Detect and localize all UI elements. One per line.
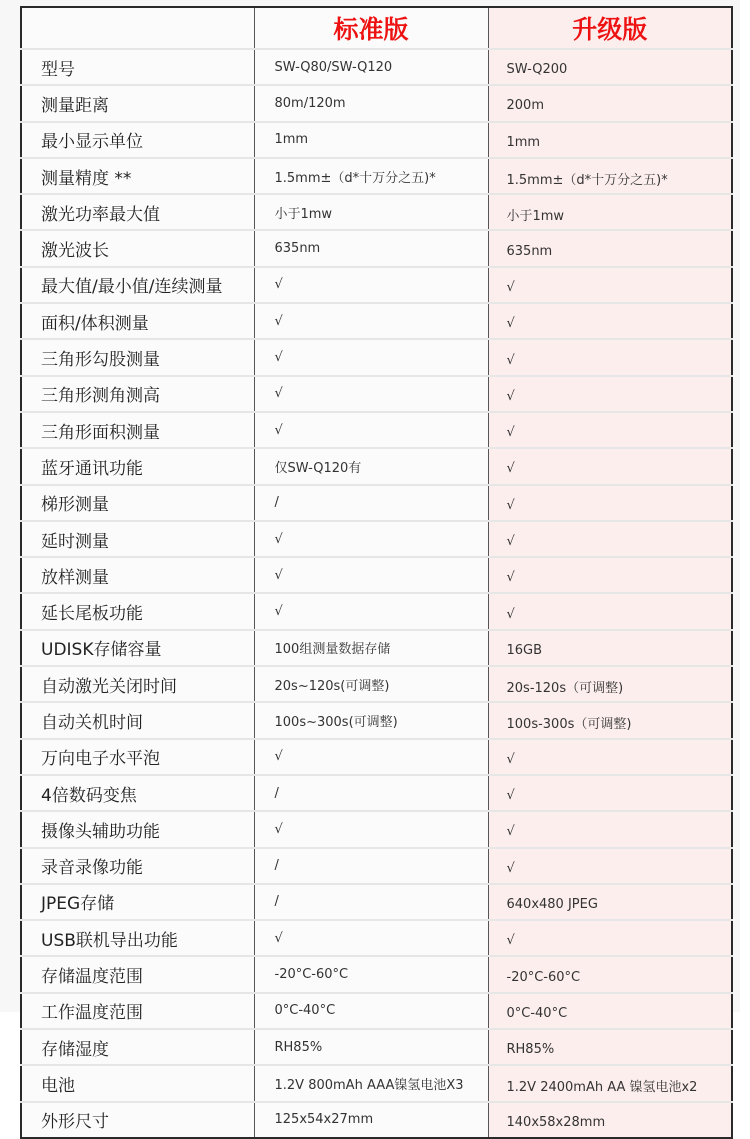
table-row (21, 920, 732, 956)
upgrade-value: √ (488, 376, 732, 412)
table-row (21, 666, 732, 702)
standard-value: 仅SW-Q120有 (254, 448, 488, 484)
table-row (21, 448, 732, 484)
upgrade-value: 635nm (488, 230, 732, 266)
upgrade-value: √ (488, 448, 732, 484)
table-row (21, 848, 732, 884)
spec-name: 延时测量 (21, 521, 254, 557)
table-row (21, 339, 732, 375)
standard-value: 635nm (254, 230, 488, 266)
upgrade-value: √ (488, 920, 732, 956)
upgrade-value: √ (488, 775, 732, 811)
table-row (21, 376, 732, 412)
upgrade-value: 140x58x28mm (488, 1102, 732, 1138)
standard-value: SW-Q80/SW-Q120 (254, 49, 488, 85)
standard-value: √ (254, 339, 488, 375)
spec-name: 激光功率最大值 (21, 194, 254, 230)
upgrade-value: √ (488, 485, 732, 521)
standard-value: 1.2V 800mAh AAA镍氢电池X3 (254, 1065, 488, 1101)
upgrade-value: √ (488, 267, 732, 303)
standard-value: √ (254, 593, 488, 629)
standard-value: √ (254, 303, 488, 339)
upgrade-value: 1.5mm±（d*十万分之五)* (488, 158, 732, 194)
spec-name: 自动激光关闭时间 (21, 666, 254, 702)
spec-name: 三角形勾股测量 (21, 339, 254, 375)
table-row (21, 956, 732, 992)
spec-name: 最大值/最小值/连续测量 (21, 267, 254, 303)
table-row (21, 49, 732, 85)
header-row (21, 7, 732, 49)
table-row (21, 630, 732, 666)
spec-name: 测量精度 ** (21, 158, 254, 194)
standard-value: 20s~120s(可调整) (254, 666, 488, 702)
upgrade-value: 1mm (488, 122, 732, 158)
spec-name: 梯形测量 (21, 485, 254, 521)
upgrade-value: √ (488, 557, 732, 593)
spec-name: 最小显示单位 (21, 122, 254, 158)
upgrade-value: √ (488, 811, 732, 847)
standard-value: √ (254, 739, 488, 775)
table-row (21, 993, 732, 1029)
spec-name: 万向电子水平泡 (21, 739, 254, 775)
table-row (21, 230, 732, 266)
header-standard: 标准版 (254, 7, 488, 49)
upgrade-value: 20s-120s（可调整) (488, 666, 732, 702)
standard-value: √ (254, 920, 488, 956)
standard-value: √ (254, 521, 488, 557)
spec-name: 摄像头辅助功能 (21, 811, 254, 847)
spec-name: UDISK存储容量 (21, 630, 254, 666)
standard-value: √ (254, 811, 488, 847)
table-row (21, 303, 732, 339)
table-row (21, 557, 732, 593)
upgrade-value: 100s-300s（可调整) (488, 702, 732, 738)
standard-value: 0°C-40°C (254, 993, 488, 1029)
table-row (21, 811, 732, 847)
standard-value: 1mm (254, 122, 488, 158)
upgrade-value: √ (488, 739, 732, 775)
spec-name: 工作温度范围 (21, 993, 254, 1029)
standard-value: 100组测量数据存储 (254, 630, 488, 666)
upgrade-value: 小于1mw (488, 194, 732, 230)
standard-value: RH85% (254, 1029, 488, 1065)
upgrade-value: √ (488, 521, 732, 557)
spec-name: 自动关机时间 (21, 702, 254, 738)
spec-name: 存储温度范围 (21, 956, 254, 992)
standard-value: √ (254, 376, 488, 412)
table-row (21, 702, 732, 738)
spec-name: JPEG存储 (21, 884, 254, 920)
standard-value: / (254, 848, 488, 884)
spec-name: 型号 (21, 49, 254, 85)
standard-value: / (254, 485, 488, 521)
spec-name: 外形尺寸 (21, 1102, 254, 1138)
table-row (21, 1065, 732, 1101)
spec-name: 测量距离 (21, 85, 254, 121)
spec-name: 电池 (21, 1065, 254, 1101)
spec-name: USB联机导出功能 (21, 920, 254, 956)
standard-value: √ (254, 557, 488, 593)
upgrade-value: √ (488, 303, 732, 339)
spec-name: 录音录像功能 (21, 848, 254, 884)
spec-name: 延长尾板功能 (21, 593, 254, 629)
table-row (21, 485, 732, 521)
upgrade-value: RH85% (488, 1029, 732, 1065)
standard-value: 1.5mm±（d*十万分之五)* (254, 158, 488, 194)
standard-value: -20°C-60°C (254, 956, 488, 992)
spec-comparison-table (20, 6, 733, 1139)
upgrade-value: √ (488, 412, 732, 448)
standard-value: √ (254, 412, 488, 448)
upgrade-value: 0°C-40°C (488, 993, 732, 1029)
upgrade-value: 1.2V 2400mAh AA 镍氢电池x2 (488, 1065, 732, 1101)
table-row (21, 267, 732, 303)
upgrade-value: √ (488, 848, 732, 884)
upgrade-value: -20°C-60°C (488, 956, 732, 992)
header-upgrade: 升级版 (488, 7, 732, 49)
standard-value: √ (254, 267, 488, 303)
spec-name: 面积/体积测量 (21, 303, 254, 339)
upgrade-value: 200m (488, 85, 732, 121)
standard-value: 80m/120m (254, 85, 488, 121)
table-row (21, 1029, 732, 1065)
standard-value: 125x54x27mm (254, 1102, 488, 1138)
spec-name: 三角形面积测量 (21, 412, 254, 448)
spec-name: 存储湿度 (21, 1029, 254, 1065)
table-row (21, 593, 732, 629)
spec-name: 放样测量 (21, 557, 254, 593)
upgrade-value: √ (488, 339, 732, 375)
standard-value: 100s~300s(可调整) (254, 702, 488, 738)
upgrade-value: √ (488, 593, 732, 629)
spec-name: 激光波长 (21, 230, 254, 266)
upgrade-value: 640x480 JPEG (488, 884, 732, 920)
table-row (21, 884, 732, 920)
standard-value: 小于1mw (254, 194, 488, 230)
spec-name: 三角形测角测高 (21, 376, 254, 412)
table-row (21, 194, 732, 230)
upgrade-value: SW-Q200 (488, 49, 732, 85)
table-row (21, 85, 732, 121)
spec-name: 4倍数码变焦 (21, 775, 254, 811)
header-blank (21, 7, 254, 49)
standard-value: / (254, 884, 488, 920)
table-row (21, 775, 732, 811)
standard-value: / (254, 775, 488, 811)
table-row (21, 739, 732, 775)
spec-name: 蓝牙通讯功能 (21, 448, 254, 484)
table-row (21, 158, 732, 194)
table-row (21, 1102, 732, 1138)
table-row (21, 412, 732, 448)
upgrade-value: 16GB (488, 630, 732, 666)
table-row (21, 521, 732, 557)
table-row (21, 122, 732, 158)
